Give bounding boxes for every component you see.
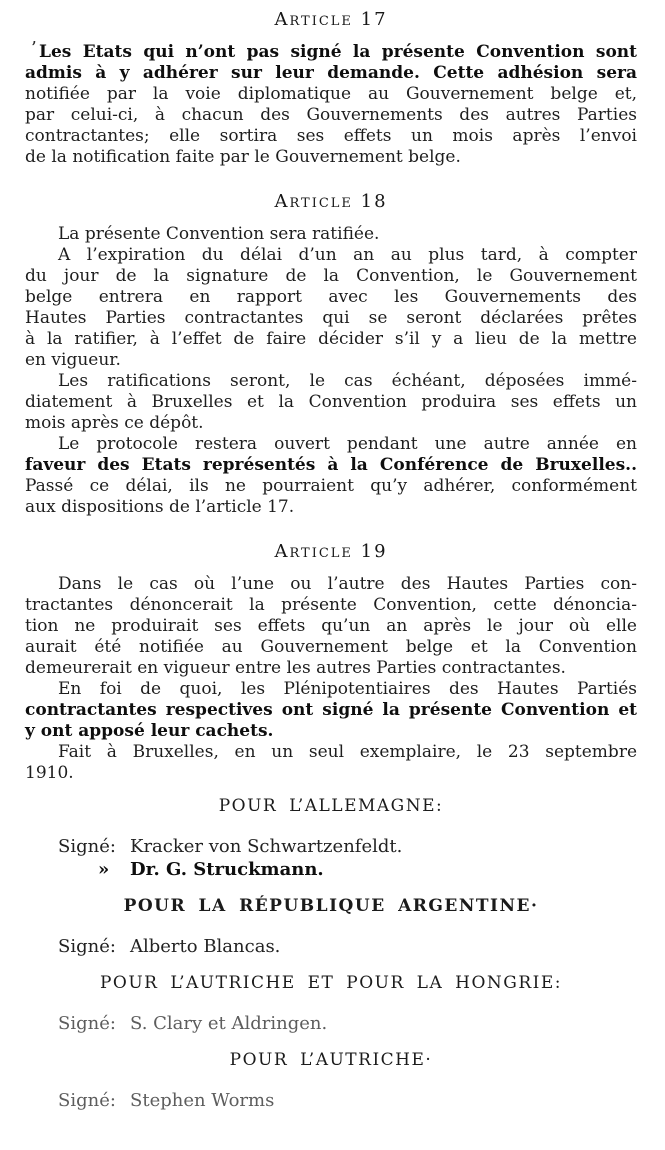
text-line: aux dispositions de l’article 17. — [25, 497, 295, 517]
signatory-name: S. Clary et Aldringen. — [130, 1013, 328, 1034]
text-line: Les ratifications seront, le cas échéant, déposées immé- — [58, 371, 637, 391]
signatory-name: Dr. G. Struckmann. — [130, 859, 324, 880]
ditto-mark: » — [98, 859, 110, 880]
signe-label: Signé: — [58, 1090, 116, 1111]
text-line: Le protocole restera ouvert pendant une autre année en — [58, 434, 637, 454]
signature-germany-2 — [25, 859, 637, 880]
signatory-name: Stephen Worms — [130, 1090, 275, 1111]
signature-argentina — [25, 936, 637, 957]
stray-ink-mark: ’ — [31, 38, 37, 59]
text-line: de la notification faite par le Gouvernement belge. — [25, 147, 461, 167]
text-line: contractantes; elle sortira ses effets un mois après l’envoi — [25, 126, 637, 146]
signature-austria-hungary — [25, 1013, 637, 1034]
text-line: demeurerait en vigueur entre les autres Parties contractantes. — [25, 658, 566, 678]
text-line: diatement à Bruxelles et la Convention produira ses effets un — [25, 392, 637, 412]
signe-label: Signé: — [58, 836, 116, 857]
text-line: La présente Convention sera ratifiée. — [58, 224, 380, 244]
article-19-para-2 — [25, 679, 637, 742]
text-line: belge entrera en rapport avec les Gouvernements des — [25, 287, 637, 307]
text-line: faveur des Etats représentés à la Conférence de Bruxelles.. — [25, 455, 637, 475]
text-line: contractantes respectives ont signé la présente Convention et — [25, 700, 637, 720]
text-line: Hautes Parties contractantes qui se seront déclarées prêtes — [25, 308, 637, 328]
signatory-name: Alberto Blancas. — [130, 936, 281, 957]
text-line: tractantes dénoncerait la présente Convention, cette dénoncia- — [25, 595, 637, 615]
text-line: 1910. — [25, 763, 74, 783]
text-line: admis à y adhérer sur leur demande. Cette adhésion sera — [25, 63, 637, 83]
article-17-body — [25, 42, 637, 168]
article-18-para-3 — [25, 371, 637, 434]
article-19-heading: Article 19 — [274, 541, 388, 562]
text-line: Fait à Bruxelles, en un seul exemplaire, le 23 septembre — [58, 742, 637, 762]
text-line: en vigueur. — [25, 350, 121, 370]
article-17-heading: Article 17 — [274, 9, 388, 30]
article-19-para-1 — [25, 574, 637, 679]
text-line: Dans le cas où l’une ou l’autre des Hautes Parties con- — [58, 574, 637, 594]
signature-heading-germany: POUR L’ALLEMAGNE: — [218, 796, 444, 816]
text-line: notifiée par la voie diplomatique au Gouvernement belge et, — [25, 84, 637, 104]
article-18-heading: Article 18 — [274, 191, 388, 212]
text-line: Passé ce délai, ils ne pourraient qu’y adhérer, conformément — [25, 476, 637, 496]
text-line: A l’expiration du délai d’un an au plus tard, à compter — [58, 245, 637, 265]
signature-heading-argentina: POUR LA RÉPUBLIQUE ARGENTINE· — [123, 896, 539, 916]
signature-heading-austria: POUR L’AUTRICHE· — [229, 1050, 433, 1070]
signatory-name: Kracker von Schwartzenfeldt. — [130, 836, 403, 857]
article-18-para-2 — [25, 245, 637, 371]
text-line: En foi de quoi, les Plénipotentiaires des Hautes Partiés — [58, 679, 637, 699]
article-18-para-1 — [25, 224, 637, 245]
text-line: à la ratifier, à l’effet de faire décider s’il y a lieu de la mettre — [25, 329, 637, 349]
document-content — [25, 10, 637, 1111]
text-line: y ont apposé leur cachets. — [25, 721, 274, 741]
signature-austria — [25, 1090, 637, 1111]
signe-label: Signé: — [58, 1013, 116, 1034]
text-line: aurait été notifiée au Gouvernement belge et la Convention — [25, 637, 637, 657]
signature-heading-austria-hungary: POUR L’AUTRICHE ET POUR LA HONGRIE: — [99, 973, 563, 993]
text-line: mois après ce dépôt. — [25, 413, 204, 433]
signe-label: Signé: — [58, 936, 116, 957]
text-line: du jour de la signature de la Convention, le Gouvernement — [25, 266, 637, 286]
text-line: Les Etats qui n’ont pas signé la présente Convention sont — [39, 42, 637, 62]
text-line: par celui-ci, à chacun des Gouvernements des autres Parties — [25, 105, 637, 125]
article-18-para-4 — [25, 434, 637, 518]
text-line: tion ne produirait ses effets qu’un an après le jour où elle — [25, 616, 637, 636]
signature-germany-1 — [25, 836, 637, 857]
closing-date — [25, 742, 637, 784]
